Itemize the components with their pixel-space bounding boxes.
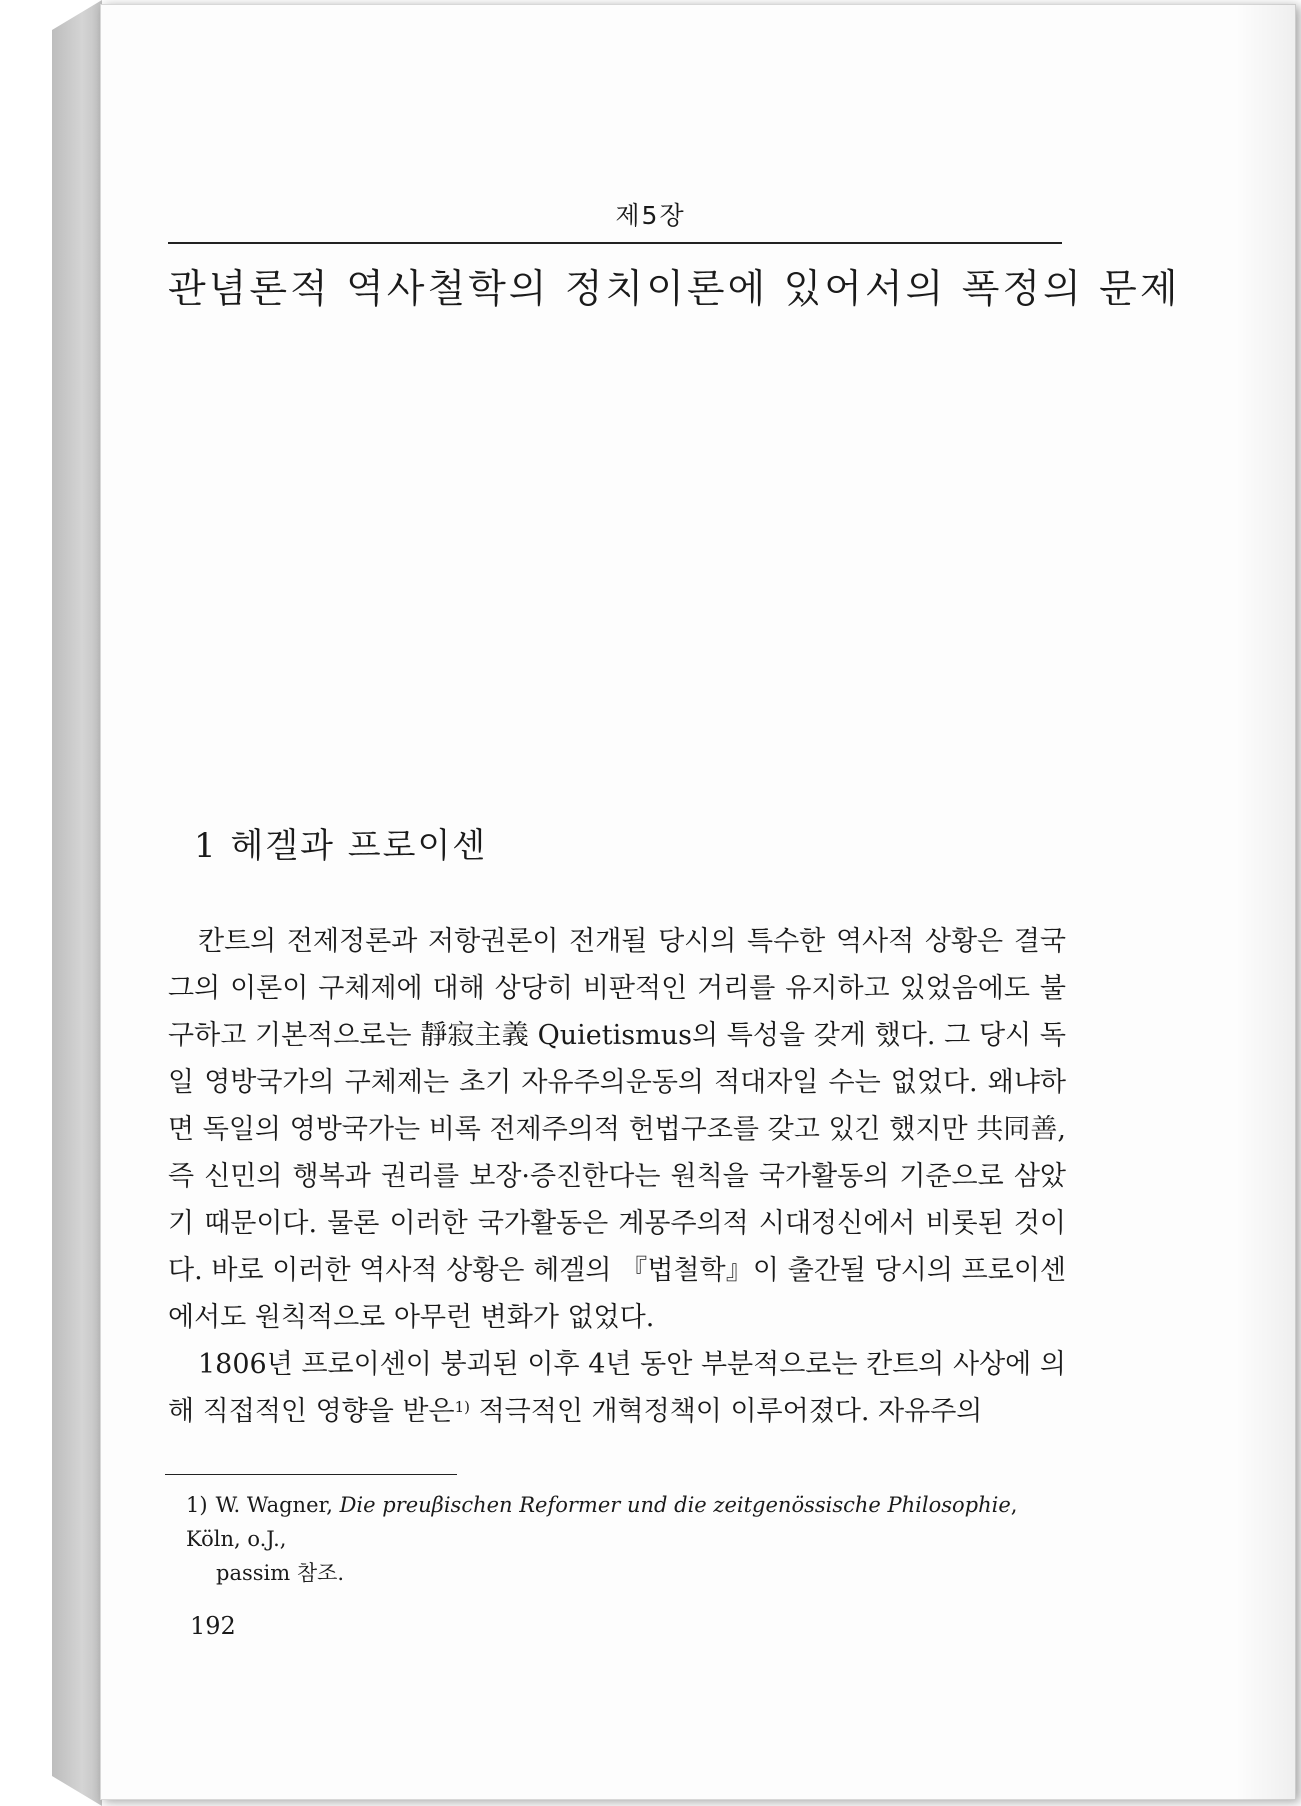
footnote-publication: , Köln, o.J., xyxy=(186,1493,1018,1551)
paragraph-2 xyxy=(168,1341,1066,1435)
chapter-title: 관념론적 역사철학의 정치이론에 있어서의 폭정의 문제 xyxy=(168,267,1181,312)
chapter-label: 제5장 xyxy=(615,201,686,230)
footnote-rule xyxy=(165,1474,457,1475)
page-number: 192 xyxy=(190,1612,236,1640)
paragraph-2-text-after: 적극적인 개혁정책이 이루어졌다. 자유주의 xyxy=(469,1396,983,1427)
footnote-author: W. Wagner, xyxy=(215,1493,340,1517)
body-text xyxy=(168,918,1066,1435)
paragraph-1: 칸트의 전제정론과 저항권론이 전개될 당시의 특수한 역사적 상황은 결국 그의 이론이 구체제에 대해 상당히 비판적인 거리를 유지하고 있었음에도 불구하고 기본적으로는 靜寂主義 Quietismus의 특성을 갖게 했다. 그 당시 독일 영방국가의 구체제는 초기 자유주의운동의 적대자일 수는 없었다. 왜냐하면 독일의 영방국가는 비록 전제주의적 헌법구조를 갖고 있긴 했지만 共同善, 즉 신민의 행복과 권리를 보장·증진한다는 원칙을 국가활동의 기준으로 삼았기 때문이다. 물론 이러한 국가활동은 계몽주의적 시대정신에서 비롯된 것이다. 바로 이러한 역사적 상황은 헤겔의 『법철학』이 출간될 당시의 프로이센에서도 원칙적으로 아무런 변화가 없었다. xyxy=(168,926,1066,1333)
title-rule xyxy=(168,242,1062,244)
paragraph-2-text-before: 1806년 프로이센이 붕괴된 이후 4년 동안 부분적으로는 칸트의 사상에 의해 직접적인 영향을 받은 xyxy=(168,1349,1066,1427)
footnote-marker: 1) xyxy=(186,1493,208,1517)
page-shade xyxy=(1236,4,1296,1800)
book-spine xyxy=(52,0,102,1806)
footnote xyxy=(186,1488,1066,1590)
footnote-line-2: passim 참조. xyxy=(216,1561,345,1585)
footnote-reference: 1) xyxy=(454,1398,470,1416)
footnote-work-title: Die preuβischen Reformer und die zeitgenössische Philosophie xyxy=(339,1493,1011,1517)
section-heading: 1 헤겔과 프로이센 xyxy=(194,826,488,866)
